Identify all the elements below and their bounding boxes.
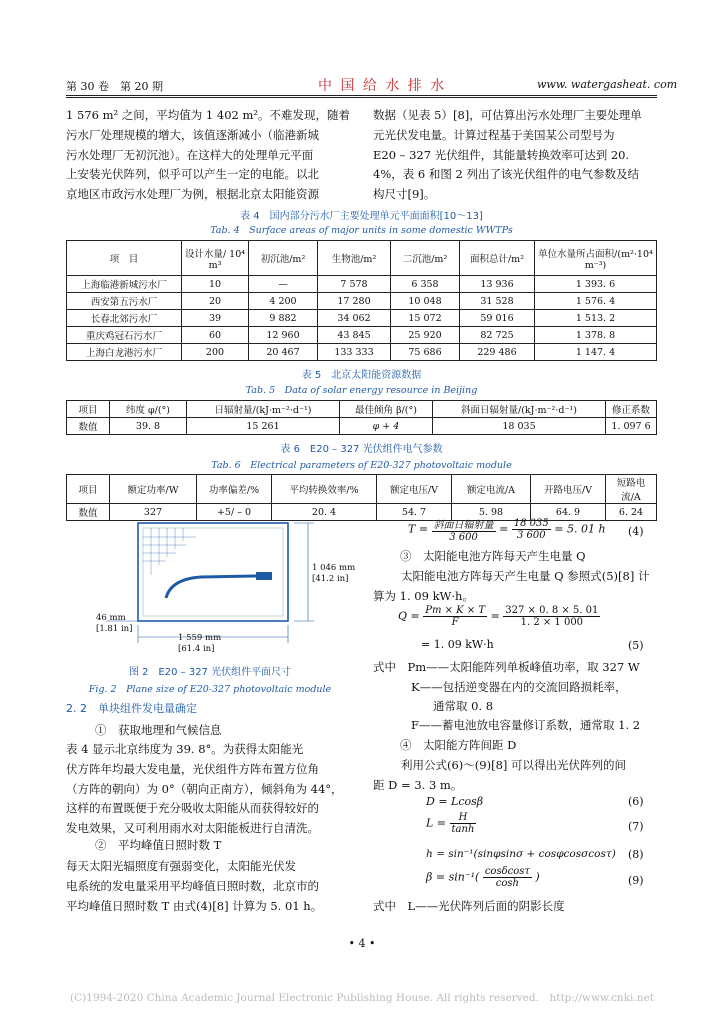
fraction [503, 605, 600, 628]
fraction [512, 518, 551, 541]
numerator: 327 × 0. 8 × 5. 01 [505, 605, 599, 616]
step-heading: ④ 太阳能方阵间距 D [400, 738, 517, 752]
table-cell: 9 882 [249, 310, 318, 327]
text-line: 距 D = 3. 3 m。 [373, 777, 463, 792]
text-line: 发电效果，又可利用雨水对太阳能板进行自清洗。 [66, 821, 319, 836]
table-cell: 133 333 [318, 344, 391, 361]
table-cell: 229 486 [460, 344, 535, 361]
table-header-cell: 生物池/m² [318, 241, 391, 276]
table-cell: 4 200 [249, 293, 318, 310]
table-cell: 43 845 [318, 327, 391, 344]
table-row [67, 276, 657, 293]
eq-part: Q = [398, 609, 420, 623]
table-cell: 327 [110, 504, 197, 521]
table-cell: 1 147. 4 [535, 344, 657, 361]
table-cell: 12 960 [249, 327, 318, 344]
dim-width-label [178, 633, 221, 655]
journal-volume: 第 30 卷 第 20 期 [66, 80, 163, 93]
table-row [67, 310, 657, 327]
text-line: 污水处理厂无初沉池）。在这样大的处理单元平面 [66, 147, 314, 162]
numerator: H [450, 812, 477, 824]
table-header-cell: 初沉池/m² [249, 241, 318, 276]
text-line: 元光伏发电量。计算过程基于美国某公司型号为 [373, 127, 615, 142]
table-cell: 15 072 [391, 310, 460, 327]
text-line: （方阵的朝向）为 0°（朝向正南方），倾斜角为 44°， [66, 781, 343, 796]
text-line: 平均峰值日照时数 T 由式(4)[8] 计算为 5. 01 h。 [66, 898, 323, 913]
table6-caption-en: Tab. 6 Electrical parameters of E20-327 photovoltaic module [211, 460, 512, 471]
equation-number: (7) [628, 820, 644, 833]
table-cell: 17 280 [318, 293, 391, 310]
table6-caption: 表 6 E20 – 327 光伏组件电气参数 [280, 444, 443, 455]
fraction [483, 866, 532, 889]
dim-value: [41.2 in] [312, 574, 349, 584]
table-cell: 200 [182, 344, 249, 361]
table-header-cell: 项 目 [67, 241, 182, 276]
text-line: 电系统的发电量采用平均峰值日照时数，北京市的 [66, 878, 319, 893]
table4-caption: 表 4 国内部分污水厂主要处理单元平面面积[10～13] [240, 211, 483, 222]
step1-paragraph [66, 740, 354, 839]
intro-right-column [373, 106, 658, 205]
table-cell: 31 528 [460, 293, 535, 310]
step2-paragraph [66, 857, 354, 916]
table-cell: 20. 4 [272, 504, 377, 521]
eq-part: = 5. 01 h [554, 522, 606, 536]
table-cell: 重庆鸡冠石污水厂 [67, 327, 182, 344]
text-line: 表 4 显示北京纬度为 39. 8°。为获得太阳能光 [66, 742, 304, 756]
table-cell: 1 576. 4 [535, 293, 657, 310]
table-cell: 数值 [67, 418, 110, 435]
table-cell: 10 [182, 276, 249, 293]
table-header-cell: 面积总计/m² [460, 241, 535, 276]
table-5 [66, 400, 657, 435]
dim-height-label [312, 563, 355, 585]
table-cell: 1 378. 8 [535, 327, 657, 344]
text-line: 1 576 m² 之间，平均值为 1 402 m²。不难发现，随着 [66, 108, 350, 122]
equation-4: T = $\frac{\text{斜面日辐射量}}{3 600}$ = $\frac{18 035}{3 600}$ = 5. 01 h [408, 518, 606, 543]
step3-paragraph [373, 567, 658, 607]
section-heading: 2. 2 单块组件发电量确定 [66, 702, 197, 715]
denominator: 3 600 [449, 532, 478, 543]
table-cell: 7 578 [318, 276, 391, 293]
equation-8: h = sin⁻¹(sinφsinσ + cosφcosσcosτ) [426, 848, 616, 860]
copyright-footer: (C)1994-2020 China Academic Journal Electronic Publishing House. All rights reserved. http://www.cnki.net [70, 992, 654, 1004]
table-cell: 长春北郊污水厂 [67, 310, 182, 327]
table-row [67, 344, 657, 361]
table-header-cell: 二沉池/m² [391, 241, 460, 276]
equation-number: (8) [628, 848, 644, 861]
table-cell: 25 920 [391, 327, 460, 344]
page-number: • 4 • [348, 937, 376, 950]
equation-5-line2: = 1. 09 kW·h [421, 638, 494, 651]
text-line: 上安装光伏阵列，似乎可以产生一定的电能。以北 [66, 167, 319, 182]
step-heading: ① 获取地理和气候信息 [95, 723, 222, 737]
fraction [432, 516, 496, 543]
module-cable [166, 576, 256, 598]
table-row [67, 293, 657, 310]
table-cell: 上海临港新城污水厂 [67, 276, 182, 293]
eq-part: L = [426, 816, 447, 830]
equation-number: (6) [628, 795, 644, 808]
table-cell: 1 393. 6 [535, 276, 657, 293]
equation-6: D = Lcosβ [426, 795, 484, 808]
eq-part: β = sin⁻¹( [426, 870, 480, 884]
table-cell: +5/ – 0 [197, 504, 272, 521]
table-header-cell: 单位水量所占面积/(m²·10⁴ m⁻³) [535, 241, 657, 276]
table-cell: 59 016 [460, 310, 535, 327]
table-header-cell: 斜面日辐射量/(kJ·m⁻²·d⁻¹) [433, 401, 606, 418]
equation-number: (4) [628, 525, 644, 538]
table-header-cell: 额定功率/W [110, 475, 197, 504]
where-clause: 式中 L——光伏阵列后面的阴影长度 [373, 899, 565, 913]
text-line: 这样的布置既便于充分吸收太阳能从而获得较好的 [66, 801, 319, 816]
text-line: 利用公式(6)～(9)[8] 可以得出光伏阵列的间 [401, 758, 627, 772]
denominator: 3 600 [516, 530, 546, 541]
table-header-cell: 日辐射量/(kJ·m⁻²·d⁻¹) [187, 401, 340, 418]
table-cell: — [249, 276, 318, 293]
table-cell: 上海白龙港污水厂 [67, 344, 182, 361]
table-cell: 20 [182, 293, 249, 310]
header-rule [66, 95, 657, 96]
table-cell: 39. 8 [110, 418, 187, 435]
dim-value: [61.4 in] [178, 644, 215, 654]
figure2-caption: 图 2 E20 – 327 光伏组件平面尺寸 [128, 667, 292, 678]
text-line: 构尺寸[9]。 [373, 187, 436, 202]
table-header-cell: 开路电压/V [531, 475, 606, 504]
journal-website: www. watergasheat. com [537, 78, 678, 91]
numerator: cosδcosτ [484, 866, 530, 877]
denominator: tanh [451, 824, 475, 835]
denominator: cosh [495, 878, 519, 889]
dim-value: 46 mm [96, 613, 126, 623]
step-heading: ② 平均峰值日照时数 T [95, 838, 222, 852]
table-header-cell: 纬度 φ/(°) [110, 401, 187, 418]
figure2-caption-en: Fig. 2 Plane size of E20-327 photovoltaic module [88, 684, 332, 695]
text-line: 4%，表 6 和图 2 列出了该光伏组件的电气参数及结 [373, 167, 639, 182]
table-cell: 数值 [67, 504, 110, 521]
equation-5: Q = $\frac{Pm \times K \times T}{F}$ = $\frac{327 \times 0. 8 \times 5. 01}{1. 2 \times 1 000}$ [398, 605, 599, 628]
eq-part: T = [408, 522, 429, 536]
header-rule-2 [66, 97, 657, 98]
table-cell: 82 725 [460, 327, 535, 344]
table-row [67, 418, 657, 435]
table-header-cell: 修正系数 [606, 401, 657, 418]
eq-part: ) [535, 870, 540, 884]
dim-side-label [96, 613, 132, 635]
table-header-cell: 最佳倾角 β/(°) [340, 401, 433, 418]
text-line: 数据（见表 5）[8]，可估算出污水处理厂主要处理单 [373, 108, 642, 122]
table-cell: 1 513. 2 [535, 310, 657, 327]
where-clause: 式中 Pm——太阳能阵列单板峰值功率，取 327 W [373, 660, 640, 674]
table-6 [66, 474, 657, 521]
numerator: 18 035 [513, 518, 549, 529]
fraction [450, 812, 477, 835]
table-header-row [67, 241, 657, 276]
table-cell: 6 358 [391, 276, 460, 293]
table-cell: 6. 24 [606, 504, 657, 521]
table-cell: 54. 7 [377, 504, 452, 521]
where-clause: F——蓄电池放电容量修订系数，通常取 1. 2 [411, 718, 641, 732]
equation-7 [426, 812, 476, 835]
numerator: 斜面日辐射量 [432, 516, 496, 532]
table-header-cell: 项目 [67, 401, 110, 418]
table-cell: 西安第五污水厂 [67, 293, 182, 310]
table-cell: 64. 9 [531, 504, 606, 521]
text-line: 太阳能电池方阵每天产生电量 Q 参照式(5)[8] 计 [401, 569, 650, 583]
table-cell: 5. 98 [452, 504, 531, 521]
numerator: Pm × K × T [425, 605, 486, 616]
equation-number: (5) [628, 639, 644, 652]
text-line: 算为 1. 09 kW·h。 [373, 588, 474, 603]
intro-left-column [66, 106, 354, 205]
where-clause: K——包括逆变器在内的交流回路损耗率， [411, 680, 627, 694]
table-header-cell: 项目 [67, 475, 110, 504]
table-cell: 10 048 [391, 293, 460, 310]
text-line: 京地区市政污水处理厂为例，根据北京太阳能资源 [66, 187, 319, 202]
module-grid [143, 528, 196, 575]
table-cell: 60 [182, 327, 249, 344]
where-clause: 通常取 0. 8 [433, 699, 494, 713]
text-line: 每天太阳光辐照度有强弱变化，太阳能光伏发 [66, 859, 296, 873]
dim-value: 1 046 mm [312, 563, 356, 573]
text-line: 污水厂处理规模的增大，该值逐渐减小（临港新城 [66, 127, 319, 142]
text-line: 伏方阵年均最大发电量，光伏组件方阵布置方位角 [66, 761, 319, 776]
text-line: E20 – 327 光伏组件，其能量转换效率可达到 20. [373, 147, 630, 162]
table5-caption: 表 5 北京太阳能资源数据 [301, 370, 422, 381]
table-header-row [67, 475, 657, 504]
step-heading: ③ 太阳能电池方阵每天产生电量 Q [400, 549, 586, 563]
table-cell: 13 936 [460, 276, 535, 293]
table-header-cell: 短路电流/A [606, 475, 657, 504]
table-header-cell: 平均转换效率/% [272, 475, 377, 504]
table-header-cell: 额定电流/A [452, 475, 531, 504]
table-header-cell: 额定电压/V [377, 475, 452, 504]
table4-caption-en: Tab. 4 Surface areas of major units in some domestic WWTPs [210, 225, 513, 236]
table-header-row [67, 401, 657, 418]
table-header-cell: 设计水量/ 10⁴ m³ [182, 241, 249, 276]
table-header-cell: 功率偏差/% [197, 475, 272, 504]
table-row [67, 327, 657, 344]
table-cell: 18 035 [433, 418, 606, 435]
table-cell: φ + 4 [340, 418, 433, 435]
table-cell: 39 [182, 310, 249, 327]
dim-value: [1.81 in] [96, 624, 133, 634]
table-cell: 34 062 [318, 310, 391, 327]
table-cell: 20 467 [249, 344, 318, 361]
journal-title: 中 国 给 水 排 水 [318, 78, 447, 94]
equation-9 [426, 866, 540, 889]
table-cell: 75 686 [391, 344, 460, 361]
equation-number: (9) [628, 874, 644, 887]
denominator: 1. 2 × 1 000 [520, 617, 584, 628]
table-4 [66, 240, 657, 361]
cable-connector [256, 572, 272, 580]
step4-paragraph [373, 756, 658, 796]
denominator: F [451, 617, 459, 628]
dim-value: 1 559 mm [178, 633, 222, 643]
table-cell: 15 261 [187, 418, 340, 435]
fraction [423, 605, 487, 628]
table5-caption-en: Tab. 5 Data of solar energy resource in Beijing [245, 385, 478, 396]
table-cell: 1. 097 6 [606, 418, 657, 435]
